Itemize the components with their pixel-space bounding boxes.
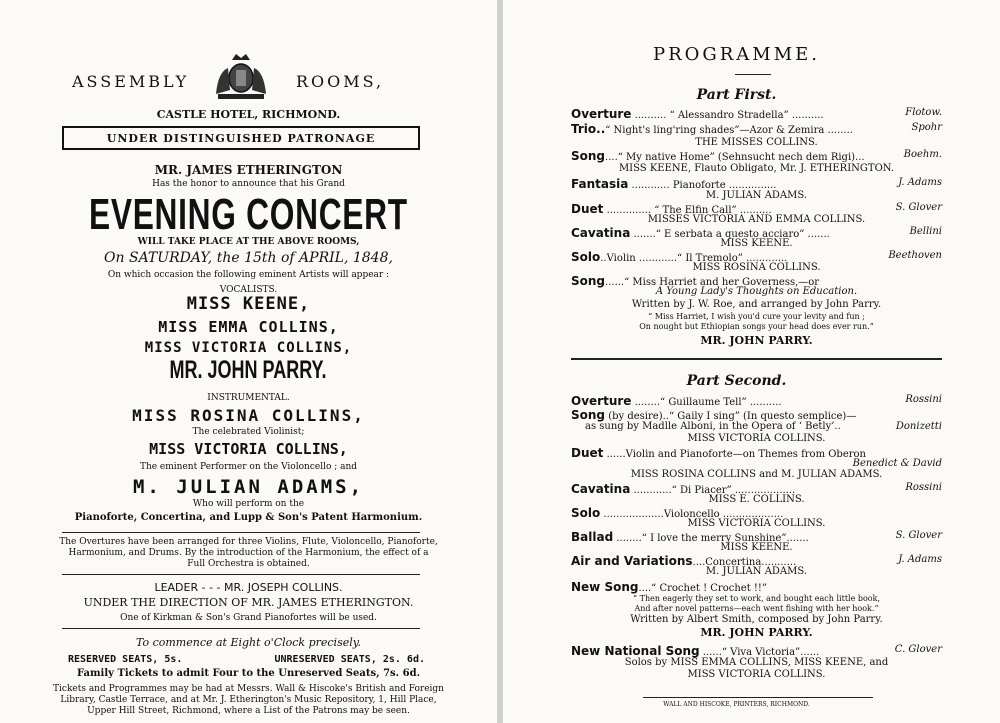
performer-line: MISS ROSINA COLLINS and M. JULIAN ADAMS. — [630, 469, 883, 480]
part-first-heading: Part First. — [696, 87, 777, 103]
performer-line: MISS E. COLLINS. — [708, 494, 805, 505]
programme-item: Song....“ My native Home” (Sehnsucht nech dem Rigi)... Boehm. — [571, 149, 942, 163]
programme-item: Song (by desire)..“ Gaily I sing” (In questo semplice)— — [571, 408, 857, 422]
tickets-line-2: Library, Castle Terrace, and at Mr. J. Etherington's Music Repository, 1, Hill Place, — [60, 695, 437, 705]
concert-bill-page — [0, 0, 497, 723]
song-quote-line: On nought but Ethiopian songs your head does ever run.” — [639, 322, 874, 331]
julian-adams: M. JULIAN ADAMS, — [132, 476, 365, 498]
overtures-line-3: Full Orchestra is obtained. — [187, 559, 310, 569]
tickets-line-1: Tickets and Programmes may be had at Messrs. Wall & Hiscoke's British and Foreign — [53, 684, 444, 694]
divider — [571, 358, 942, 360]
pianoforte-line: One of Kirkman & Son's Grand Pianofortes will be used. — [120, 613, 377, 623]
victoria-collins: MISS VICTORIA COLLINS, — [149, 440, 348, 458]
host-name: MR. JAMES ETHERINGTON — [154, 163, 343, 177]
performer-line: MISS KEENE. — [720, 542, 793, 553]
vocalist-victoria-collins: MISS VICTORIA COLLINS, — [144, 340, 353, 356]
vocalist-emma-collins: MISS EMMA COLLINS, — [158, 318, 339, 336]
date-line: On SATURDAY, the 15th of APRIL, 1848, — [104, 250, 393, 266]
programme-item: Cavatina .......“ E serbata a questo acciaro” ....... Bellini — [571, 226, 942, 240]
victoria-description: The eminent Performer on the Violoncello ; and — [139, 462, 358, 472]
song-credit: Written by J. W. Roe, and arranged by John Parry. — [631, 299, 882, 310]
performer-line: MISSES VICTORIA AND EMMA COLLINS. — [647, 214, 866, 225]
performer-line: MISS VICTORIA COLLINS. — [687, 669, 826, 680]
overtures-line-2: Harmonium, and Drums. By the introduction of the Harmonium, the effect of a — [68, 548, 429, 558]
leader-line: LEADER - - - MR. JOSEPH COLLINS. — [154, 581, 343, 594]
instrumental-heading: INSTRUMENTAL. — [207, 393, 290, 403]
programme-item: Song......“ Miss Harriet and her Governess,—or — [571, 274, 820, 288]
patronage-banner — [62, 126, 420, 150]
rosina-description: The celebrated Violinist; — [192, 427, 305, 437]
performer-line: MISS ROSINA COLLINS. — [692, 262, 821, 273]
performer-line: M. JULIAN ADAMS. — [705, 566, 808, 577]
performer-line: MISS VICTORIA COLLINS. — [687, 518, 826, 529]
programme-item: Ballad ........“ I love the merry Sunshine”....... S. Glover — [571, 530, 942, 544]
printer-imprint: WALL AND HISCOKE, PRINTERS, RICHMOND. — [663, 701, 810, 708]
song-subtitle: A Young Lady's Thoughts on Education. — [655, 286, 858, 297]
tickets-line-3: Upper Hill Street, Richmond, where a List of the Patrons may be seen. — [87, 706, 410, 716]
programme-item: Overture ........“ Guillaume Tell” .......... Rossini — [571, 394, 942, 408]
performer-line: Solos by MISS EMMA COLLINS, MISS KEENE, and — [624, 657, 889, 668]
performer-line: MR. JOHN PARRY. — [700, 334, 813, 347]
song-quote-line: “ Miss Harriet, I wish you'd cure your levity and fun ; — [648, 312, 865, 321]
divider — [62, 574, 420, 575]
assembly-word: ASSEMBLY — [72, 72, 190, 91]
rosina-collins: MISS ROSINA COLLINS, — [132, 406, 365, 425]
concert-title: EVENING CONCERT — [89, 190, 408, 239]
programme-item: Solo ...................Violoncello ................... — [571, 506, 784, 520]
performer-line: MR. JOHN PARRY. — [700, 626, 813, 639]
place-line: WILL TAKE PLACE AT THE ABOVE ROOMS, — [137, 237, 360, 247]
programme-page: PROGRAMME. Part First. Overture .......... “ Alessandro Stradella” .......... Flotow. Trio..“ Night's ling'ring shades”—Azor & Zemira ........ Spohr THE MISSES COLLINS. Song....“ My native Home” (Sehnsucht nech dem Rigi)... Boehm. MISS KEENE, Flauto Obligato, Mr. J. ETHERINGTON. Fantasia ............ Pianoforte ............... J. Adams M. JULIAN ADAMS. Duet .............. “ The Elfin Call” .......... S. Glover MISSES VICTORIA AND EMMA COLLINS. Cavatina .......“ E serbata a questo acciaro” ....... Bellini MISS KEENE. Solo..Violin ............“ Il Tremolo” ............. Beethoven MISS ROSINA COLLINS. Song......“ Miss Harriet and her Governess,—or A Young Lady's Thoughts on Education. Written by J. W. Roe, and arranged by John Parry. “ Miss Harriet, I wish you'd cure your levity and fun ; On nought but Ethiopian songs your head does ever run.” MR. JOHN PARRY. Part Second. Overture ........“ Guillaume Tell” .......... Rossini Song (by desire)..“ Gaily I sing” (In questo semplice)— as sung by Madlle Alboni, in the Opera of ‘ Betly’.. Donizetti MISS VICTORIA COLLINS. Duet ......Violin and Pianoforte—on Themes from Oberon Benedict & David MISS ROSINA COLLINS and M. JULIAN ADAMS. Cavatina ............“ Di Piacer” ................... Rossini MISS E. COLLINS. Solo ...................Violoncello ................... MISS VICTORIA COLLINS. Ballad ........“ I love the merry Sunshine”....... S. Glover MISS KEENE. Air and Variations....Concertina........... J. Adams M. JULIAN ADAMS. New Song....“ Crochet ! Crochet !!” “ Then eagerly they set to work, and bought each little book, And after novel patterns—each went fishing with her hook.” Written by Albert Smith, composed by John Parry. MR. JOHN PARRY. New National Song ......“ Viva Victoria”...... C. Glover Solos by MISS EMMA COLLINS, MISS KEENE, and MISS VICTORIA COLLINS. WALL AND HISCOKE, PRINTERS, RICHMOND. — [503, 0, 1000, 723]
performer-line: M. JULIAN ADAMS. — [705, 190, 808, 201]
divider — [735, 74, 771, 75]
direction-line: UNDER THE DIRECTION OF MR. JAMES ETHERINGTON. — [83, 596, 414, 609]
announce-line: Has the honor to announce that his Grand — [152, 179, 345, 189]
performer-line: MISS KEENE. — [720, 238, 793, 249]
overtures-line-1: The Overtures have been arranged for three Violins, Flute, Violoncello, Pianoforte, — [59, 537, 438, 547]
divider — [643, 697, 873, 698]
rooms-word: ROOMS, — [296, 72, 385, 91]
vocalists-heading: VOCALISTS. — [219, 285, 278, 295]
instruments-line: Pianoforte, Concertina, and Lupp & Son's Patent Harmonium. — [74, 512, 423, 523]
programme-item: New Song....“ Crochet ! Crochet !!” — [571, 580, 768, 594]
programme-item: Duet ......Violin and Pianoforte—on Themes from Oberon — [571, 446, 866, 460]
performer-line: MISS KEENE, Flauto Obligato, Mr. J. ETHERINGTON. — [618, 163, 895, 174]
unreserved-seats: UNRESERVED SEATS, 2s. 6d. — [274, 654, 425, 665]
programme-item: Overture .......... “ Alessandro Stradella” .......... Flotow. — [571, 107, 942, 121]
vocalist-john-parry: MR. JOHN PARRY. — [169, 356, 328, 384]
programme-item: Cavatina ............“ Di Piacer” ................... Rossini — [571, 482, 942, 496]
programme-item: Trio..“ Night's ling'ring shades”—Azor & Zemira ........ Spohr — [571, 122, 942, 136]
julian-description: Who will perform on the — [192, 499, 305, 509]
royal-coat-of-arms — [210, 50, 272, 102]
commence-line: To commence at Eight o'Clock precisely. — [135, 636, 361, 649]
occasion-line: On which occasion the following eminent Artists will appear : — [107, 270, 390, 280]
programme-item: Air and Variations....Concertina........... J. Adams — [571, 554, 942, 568]
performer-line: MISS VICTORIA COLLINS. — [687, 433, 826, 444]
vocalist-miss-keene: MISS KEENE, — [186, 294, 311, 314]
programme-title: PROGRAMME. — [652, 44, 821, 65]
song-quote-line: “ Then eagerly they set to work, and bought each little book, — [632, 594, 881, 603]
divider — [62, 628, 420, 629]
programme-item: New National Song ......“ Viva Victoria”...... C. Glover — [571, 644, 942, 658]
part-second-heading: Part Second. — [686, 373, 787, 389]
divider — [62, 532, 420, 533]
programme-item-continued: as sung by Madlle Alboni, in the Opera of ‘ Betly’.. Donizetti — [585, 421, 942, 432]
hotel-line: CASTLE HOTEL, RICHMOND. — [156, 108, 341, 121]
song-quote-line: And after novel patterns—each went fishing with her hook.” — [634, 604, 879, 613]
reserved-seats: RESERVED SEATS, 5s. — [68, 654, 183, 665]
programme-item: Solo..Violin ............“ Il Tremolo” ............. Beethoven — [571, 250, 942, 264]
programme-item: Fantasia ............ Pianoforte ............... J. Adams — [571, 177, 942, 191]
programme-item: Duet .............. “ The Elfin Call” .......... S. Glover — [571, 202, 942, 216]
song-credit: Written by Albert Smith, composed by John Parry. — [630, 614, 883, 625]
performer-line: THE MISSES COLLINS. — [695, 137, 818, 148]
family-tickets: Family Tickets to admit Four to the Unreserved Seats, 7s. 6d. — [76, 668, 421, 679]
patronage-text: UNDER DISTINGUISHED PATRONAGE — [106, 131, 376, 145]
